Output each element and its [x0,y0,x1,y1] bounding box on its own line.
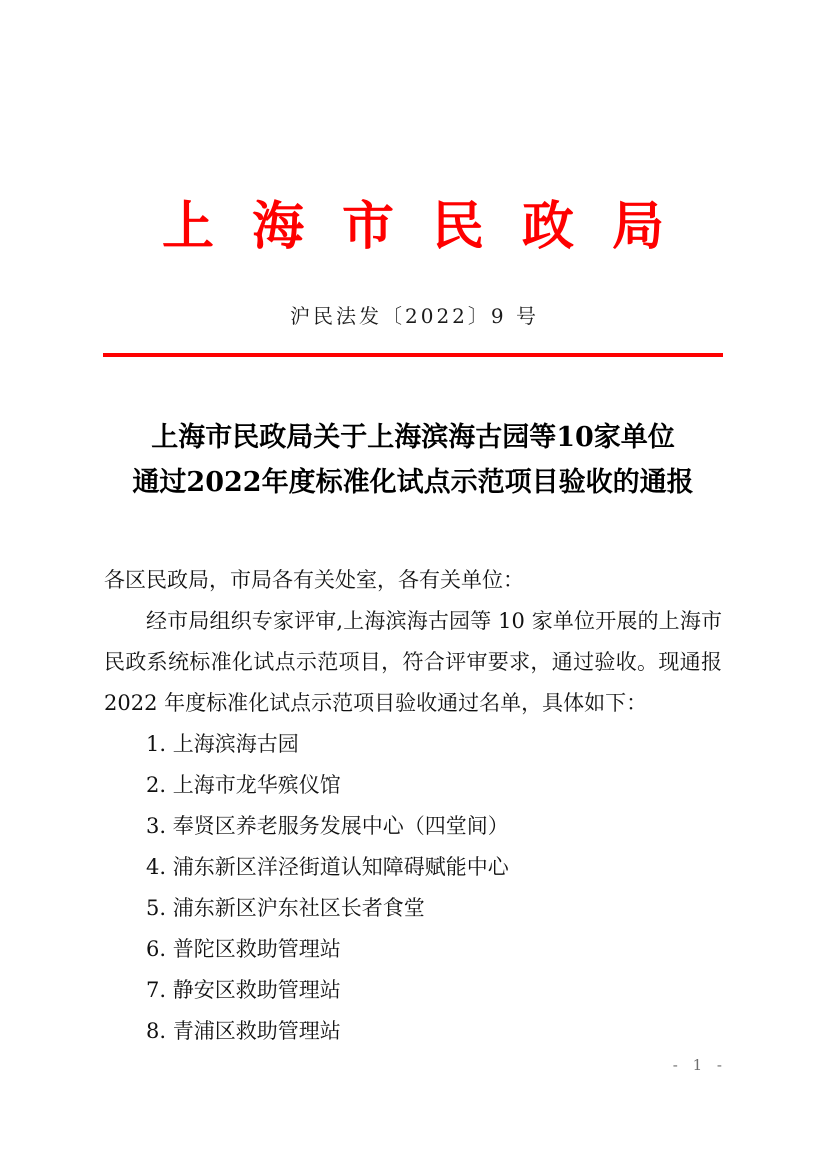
document-title-line-1: 上海市民政局关于上海滨海古园等10家单位 [151,422,675,453]
red-divider-line [103,353,723,357]
document-title-line-2: 通过2022年度标准化试点示范项目验收的通报 [132,467,694,498]
list-item-7: 7. 静安区救助管理站 [146,978,341,1002]
list-item-2: 2. 上海市龙华殡仪馆 [146,773,341,797]
list-item-6: 6. 普陀区救助管理站 [146,937,341,961]
document-body [104,560,722,1052]
list-item-5: 5. 浦东新区沪东社区长者食堂 [146,896,425,920]
document-title [0,415,826,505]
salutation-line: 各区民政局，市局各有关处室，各有关单位： [104,568,524,592]
list-item-1: 1. 上海滨海古园 [146,732,299,756]
body-paragraph: 经市局组织专家评审,上海滨海古园等 10 家单位开展的上海市民政系统标准化试点示范项目，符合评审要求，通过验收。现通报 2022 年度标准化试点示范项目验收通过名单，具体如下： [104,609,722,715]
list-item-4: 4. 浦东新区洋泾街道认知障碍赋能中心 [146,855,509,879]
list-item-8: 8. 青浦区救助管理站 [146,1019,341,1043]
agency-letterhead: 上海市民政局 [161,196,702,257]
document-number: 沪民法发〔2022〕9 号 [290,304,539,328]
page-number: - 1 - [672,1056,727,1074]
list-item-3: 3. 奉贤区养老服务发展中心（四堂间） [146,814,509,838]
